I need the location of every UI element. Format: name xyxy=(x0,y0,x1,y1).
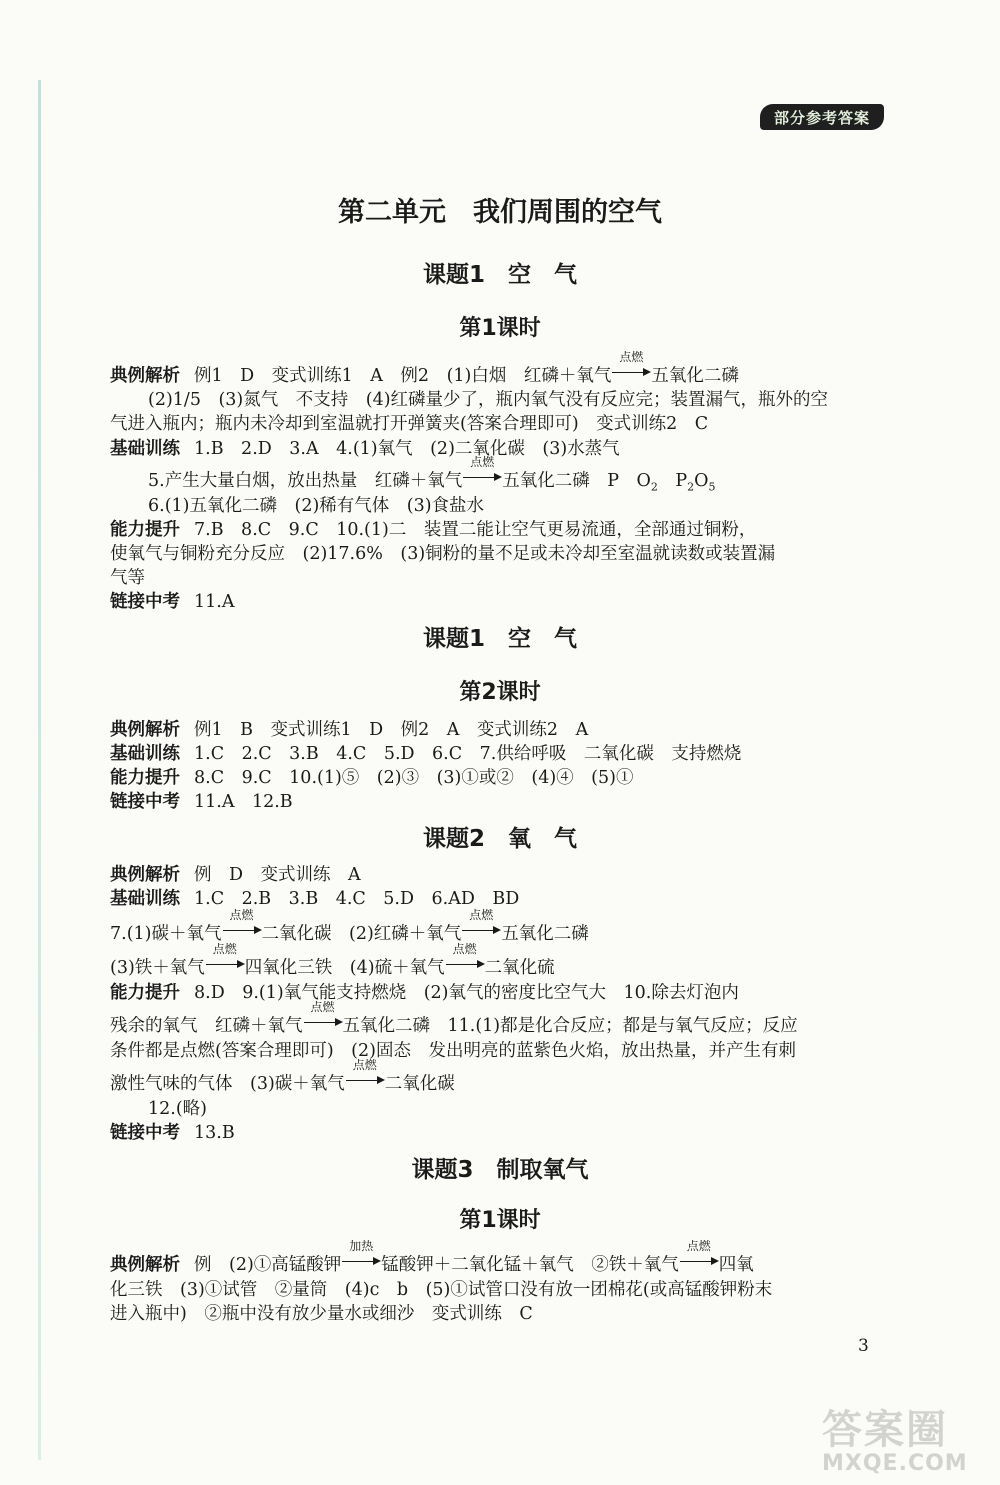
answer-line: 链接中考 11.A 12.B xyxy=(110,792,293,812)
answer-line: 典例解析 例 (2)①高锰酸钾 加热 锰酸钾＋二氧化锰＋氧气 ②铁＋氧气 点燃 四氧 xyxy=(110,1239,754,1275)
answer-line: 能力提升 7.B 8.C 9.C 10.(1)二 装置二能让空气更易流通，全部通过铜粉， xyxy=(110,520,757,540)
label-lianjie: 链接中考 xyxy=(110,592,180,612)
answer-line: 链接中考 11.A xyxy=(110,592,235,612)
answer-line: 使氧气与铜粉充分反应 (2)17.6% (3)铜粉的量不足或未冷却至室温就读数或装置漏 xyxy=(110,544,776,564)
section-tag: 部分参考答案 xyxy=(760,104,884,130)
answer-line: 基础训练 1.C 2.C 3.B 4.C 5.D 6.C 7.供给呼吸 二氧化碳 支持燃烧 xyxy=(110,744,742,764)
answer-line: 6.(1)五氧化二磷 (2)稀有气体 (3)食盐水 xyxy=(148,496,485,516)
lesson-heading-3: 第1课时 xyxy=(459,1208,541,1233)
reaction-arrow: 点燃 xyxy=(303,1016,343,1030)
answer-line: 化三铁 (3)①试管 ②量筒 (4)c b (5)①试管口没有放一团棉花(或高锰酸钾粉末 xyxy=(110,1280,773,1300)
page-number: 3 xyxy=(858,1336,869,1356)
lesson-heading-2: 第2课时 xyxy=(459,680,541,705)
topic-heading-2: 课题1 空 气 xyxy=(422,626,577,652)
reaction-arrow: 点燃 xyxy=(679,1255,719,1269)
reaction-arrow: 点燃 xyxy=(461,924,501,938)
label-dianli: 典例解析 xyxy=(110,366,180,386)
label-nengli: 能力提升 xyxy=(110,520,180,540)
answer-line: 基础训练 1.B 2.D 3.A 4.(1)氧气 (2)二氧化碳 (3)水蒸气 xyxy=(110,439,620,459)
answer-line: 能力提升 8.C 9.C 10.(1)⑤ (2)③ (3)①或② (4)④ (5)① xyxy=(110,768,634,788)
answer-line: 7.(1)碳＋氧气 点燃 二氧化碳 (2)红磷＋氧气 点燃 五氧化二磷 xyxy=(110,908,589,944)
answer-line: 条件都是点燃(答案合理即可) (2)固态 发出明亮的蓝紫色火焰，放出热量，并产生有刺 xyxy=(110,1041,796,1061)
answer-line: 典例解析 例1 D 变式训练1 A 例2 (1)白烟 红磷＋氧气 点燃 五氧化二磷 xyxy=(110,350,739,386)
answer-line: 典例解析 例 D 变式训练 A xyxy=(110,865,361,885)
reaction-arrow: 点燃 xyxy=(445,958,485,972)
topic-heading-1: 课题1 空 气 xyxy=(422,262,577,288)
reaction-arrow: 点燃 xyxy=(222,924,262,938)
reaction-arrow: 加热 xyxy=(341,1255,381,1269)
answer-line: 进入瓶中) ②瓶中没有放少量水或细沙 变式训练 C xyxy=(110,1304,533,1324)
reaction-arrow: 点燃 xyxy=(462,471,502,485)
answer-line: 残余的氧气 红磷＋氧气 点燃 五氧化二磷 11.(1)都是化合反应；都是与氧气反应；反应 xyxy=(110,1000,798,1036)
reaction-arrow: 点燃 xyxy=(205,958,245,972)
answer-line: 典例解析 例1 B 变式训练1 D 例2 A 变式训练2 A xyxy=(110,720,589,740)
lesson-heading-1: 第1课时 xyxy=(459,316,541,341)
reaction-arrow: 点燃 xyxy=(611,366,651,380)
label-jichu: 基础训练 xyxy=(110,439,180,459)
answer-line: 链接中考 13.B xyxy=(110,1123,235,1143)
watermark-logo: 答案圈 MXQE.COM xyxy=(822,1407,968,1476)
answer-line: 气等 xyxy=(110,568,145,588)
topic-heading-3: 课题2 氧 气 xyxy=(422,826,577,852)
topic-heading-4: 课题3 制取氧气 xyxy=(411,1157,589,1183)
answer-line: (3)铁＋氧气 点燃 四氧化三铁 (4)硫＋氧气 点燃 二氧化硫 xyxy=(110,942,555,978)
reaction-arrow: 点燃 xyxy=(345,1074,385,1088)
unit-title: 第二单元 我们周围的空气 xyxy=(338,197,662,228)
answer-line: 能力提升 8.D 9.(1)氧气能支持燃烧 (2)氧气的密度比空气大 10.除去灯泡内 xyxy=(110,983,739,1003)
answer-line: 气进入瓶内；瓶内未冷却到室温就打开弹簧夹(答案合理即可) 变式训练2 C xyxy=(110,414,709,434)
answer-line: 12.(略) xyxy=(148,1099,207,1119)
answer-line: (2)1/5 (3)氮气 不支持 (4)红磷量少了，瓶内氧气没有反应完；装置漏气，瓶外的空 xyxy=(148,390,829,410)
answer-line: 5.产生大量白烟，放出热量 红磷＋氧气 点燃 五氧化二磷 P $O_2$ $P_2O_5$ xyxy=(148,455,716,494)
answer-line: 激性气味的气体 (3)碳＋氧气 点燃 二氧化碳 xyxy=(110,1058,455,1094)
answer-line: 基础训练 1.C 2.B 3.B 4.C 5.D 6.AD BD xyxy=(110,889,520,909)
